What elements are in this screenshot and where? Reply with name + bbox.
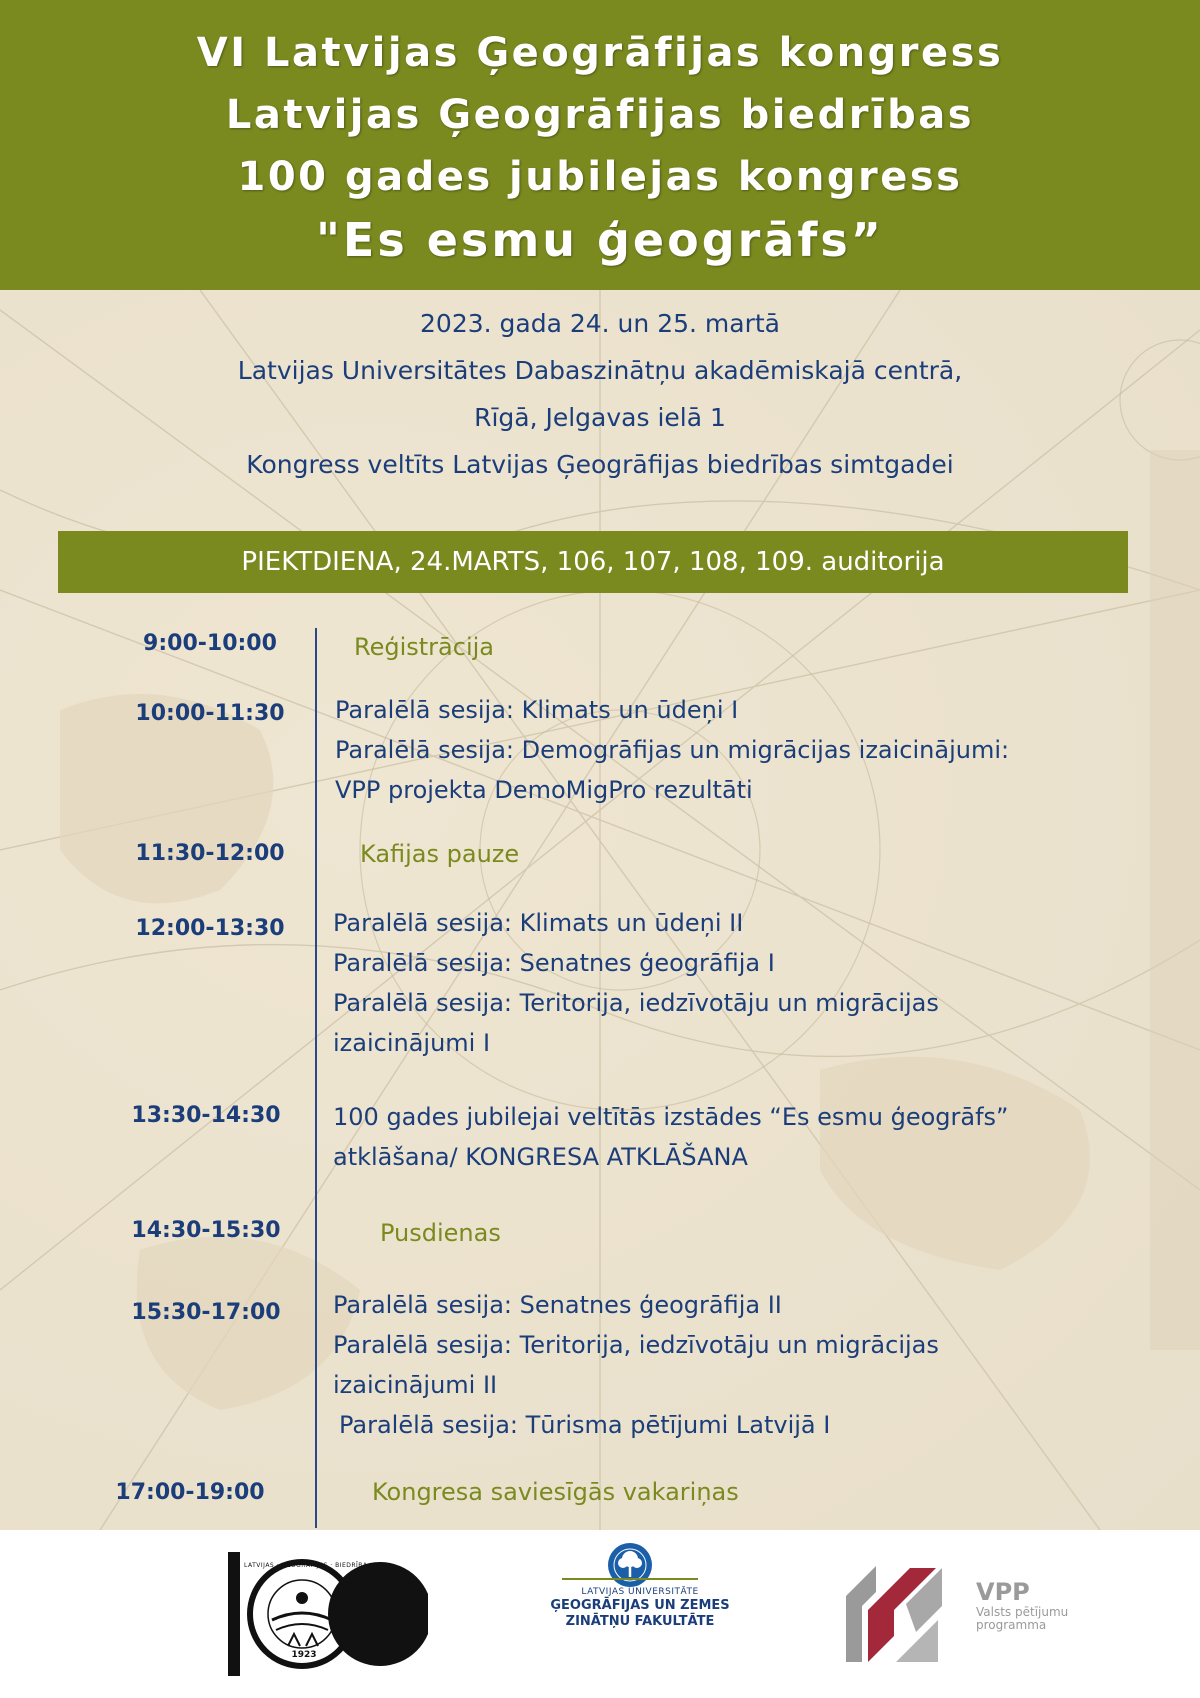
event-venue: Latvijas Universitātes Dabaszinātņu akadēmiskajā centrā, — [237, 356, 963, 385]
program-line: Pusdienas — [380, 1219, 501, 1247]
vpp-logo-text — [976, 1578, 1068, 1632]
slot-program — [333, 1285, 939, 1445]
event-address: Rīgā, Jelgavas ielā 1 — [474, 403, 726, 432]
program-line: atklāšana/ KONGRESA ATKLĀŠANA — [333, 1143, 748, 1171]
lu-faculty-line2: ZINĀTŅU FAKULTĀTE — [565, 1614, 715, 1629]
program-line: Paralēlā sesija: Demogrāfijas un migrācijas izaicinājumi: — [335, 736, 1010, 764]
program-line: Kafijas pauze — [360, 840, 520, 868]
day-header: PIEKTDIENA, 24.MARTS, 106, 107, 108, 109. auditorija — [58, 531, 1128, 593]
slot-program — [360, 834, 519, 874]
header-banner — [0, 0, 1200, 290]
program-line: Paralēlā sesija: Senatnes ģeogrāfija I — [333, 949, 775, 977]
vpp-line2: programma — [976, 1618, 1047, 1632]
program-line: Paralēlā sesija: Klimats un ūdeņi I — [335, 696, 739, 724]
slot-program — [354, 627, 494, 667]
event-info — [0, 300, 1200, 488]
program-line: Paralēlā sesija: Teritorija, iedzīvotāju un migrācijas — [333, 1331, 939, 1359]
program-line: Reģistrācija — [354, 633, 494, 661]
slot-time: 14:30-15:30 — [131, 1218, 281, 1243]
vpp-emblem — [846, 1566, 966, 1662]
slot-program — [335, 690, 1009, 810]
slot-program — [372, 1472, 739, 1512]
slot-time: 12:00-13:30 — [135, 916, 285, 941]
program-line: Paralēlā sesija: Tūrisma pētījumi Latvijā I — [339, 1411, 831, 1439]
lu-logo-rule — [562, 1578, 698, 1580]
lu-tree-emblem — [606, 1541, 654, 1589]
event-date: 2023. gada 24. un 25. martā — [420, 309, 780, 338]
program-line: izaicinājumi II — [333, 1371, 498, 1399]
slot-time: 9:00-10:00 — [143, 631, 277, 656]
lu-logo-text — [520, 1586, 760, 1630]
lgb-100-logo — [228, 1550, 428, 1680]
slot-time: 17:00-19:00 — [115, 1480, 265, 1505]
slot-time: 15:30-17:00 — [131, 1300, 281, 1325]
program-line: VPP projekta DemoMigPro rezultāti — [335, 776, 753, 804]
event-dedication: Kongress veltīts Latvijas Ģeogrāfijas biedrības simtgadei — [246, 450, 954, 479]
lgb-logo-ring-text: LATVIJAS · ĢEOGRĀFIJAS · BIEDRĪBA — [244, 1562, 368, 1569]
slot-time: 10:00-11:30 — [135, 701, 285, 726]
lu-faculty-line1: ĢEOGRĀFIJAS UN ZEMES — [550, 1598, 730, 1613]
congress-title: VI Latvijas Ģeogrāfijas kongress — [196, 30, 1004, 76]
program-line: Paralēlā sesija: Teritorija, iedzīvotāju un migrācijas — [333, 989, 939, 1017]
timeline-divider — [315, 628, 317, 1528]
program-line: izaicinājumi I — [333, 1029, 491, 1057]
slot-time: 11:30-12:00 — [135, 841, 285, 866]
congress-motto: "Es esmu ģeogrāfs” — [315, 213, 885, 267]
vpp-line1: Valsts pētījumu — [976, 1605, 1069, 1619]
slot-program — [380, 1213, 501, 1253]
slot-program — [333, 1097, 1008, 1177]
program-line: Paralēlā sesija: Senatnes ģeogrāfija II — [333, 1291, 782, 1319]
slot-time: 13:30-14:30 — [131, 1103, 281, 1128]
society-title: Latvijas Ģeogrāfijas biedrības — [225, 92, 975, 138]
program-line: Paralēlā sesija: Klimats un ūdeņi II — [333, 909, 744, 937]
lgb-logo-year: 1923 — [291, 1650, 317, 1660]
lu-university-name: LATVIJAS UNIVERSITĀTE — [581, 1587, 699, 1597]
program-line: Kongresa saviesīgās vakariņas — [372, 1478, 739, 1506]
vpp-abbr: VPP — [976, 1578, 1030, 1606]
slot-program — [333, 903, 939, 1063]
program-line: 100 gades jubilejai veltītās izstādes “Es esmu ģeogrāfs” — [333, 1103, 1009, 1131]
jubilee-title: 100 gades jubilejas kongress — [237, 154, 963, 200]
